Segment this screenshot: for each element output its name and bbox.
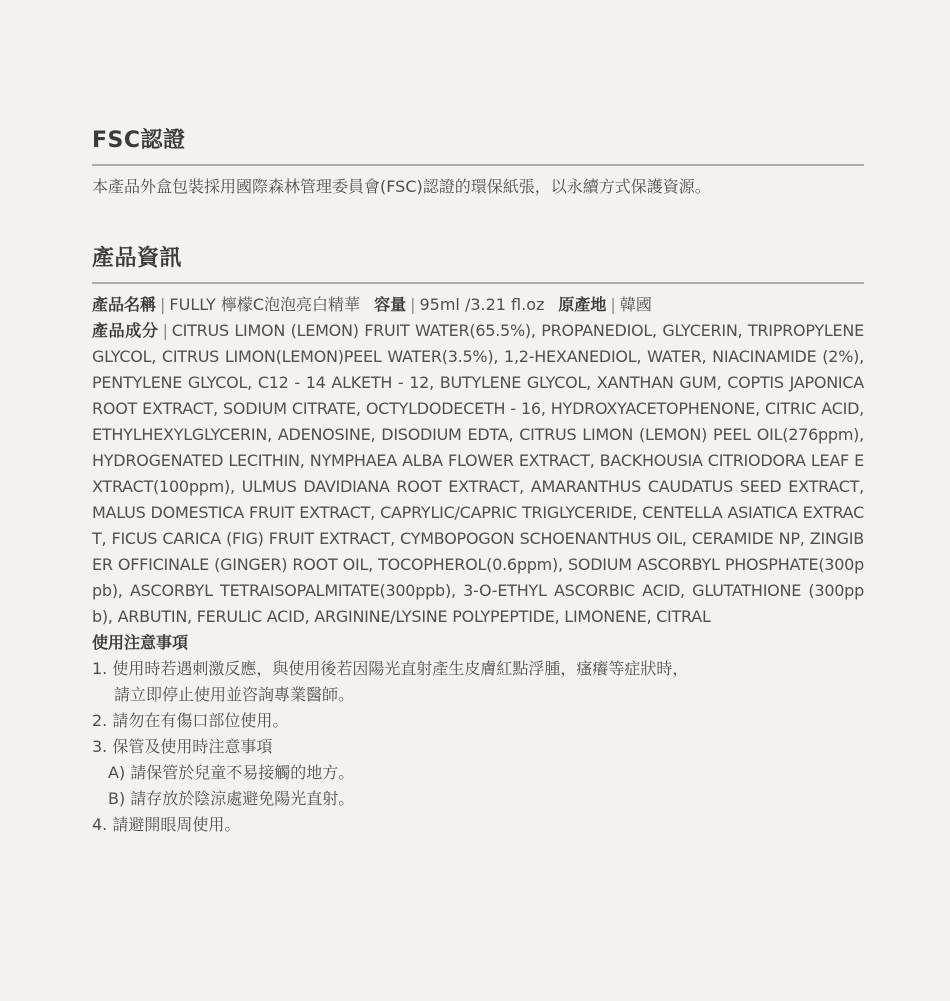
separator: | xyxy=(162,321,168,340)
ingredients-value: CITRUS LIMON (LEMON) FRUIT WATER(65.5%), PROPANEDIOL, GLYCERIN, TRIPROPYLENE GLYCOL, CITRUS LIMON(LEMON)PEEL WATER(3.5%), 1,2-HEXANEDIOL, WATER, NIACINAMIDE (2%), PENTYLENE GLYCOL, C12 - 14 ALKETH - 12, BUTYLENE GLYCOL, XANTHAN GUM, COPTIS JAPONICA ROOT EXTRACT, SODIUM CITRATE, OCTYLDODECETH - 16, HYDROXYACETOPHENONE, CITRIC ACID, ETHYLHEXYLGLYCERIN, ADENOSINE, DISODIUM EDTA, CITRUS LIMON (LEMON) PEEL OIL(276ppm), HYDROGENATED LECITHIN, NYMPHAEA ALBA FLOWER EXTRACT, BACKHOUSIA CITRIODORA LEAF EXTRACT(100ppm), ULMUS DAVIDIANA ROOT EXTRACT, AMARANTHUS CAUDATUS SEED EXTRACT, MALUS DOMESTICA FRUIT EXTRACT, CAPRYLIC/CAPRIC TRIGLYCERIDE, CENTELLA ASIATICA EXTRACT, FICUS CARICA (FIG) FRUIT EXTRACT, CYMBOPOGON SCHOENANTHUS OIL, CERAMIDE NP, ZINGIBER OFFICINALE (GINGER) ROOT OIL, TOCOPHEROL(0.6ppm), SODIUM ASCORBYL PHOSPHATE(300ppb), ASCORBYL TETRAISOPALMITATE(300ppb), 3-O-ETHYL ASCORBIC ACID, GLUTATHIONE (300ppb), ARBUTIN, FERULIC ACID, ARGININE/LYSINE POLYPEPTIDE, LIMONENE, CITRAL xyxy=(92,321,864,626)
ingredients-block xyxy=(92,318,864,630)
product-name-value: FULLY 檸檬C泡泡亮白精華 xyxy=(169,295,361,314)
volume-value: 95ml /3.21 fl.oz xyxy=(419,295,545,314)
product-info-body xyxy=(92,292,864,838)
caution-item-1: 1. 使用時若遇刺激反應，與使用後若因陽光直射產生皮膚紅點浮腫，瘙癢等症狀時， xyxy=(92,659,689,678)
ingredients-label: 產品成分 xyxy=(92,321,159,340)
caution-item-3: 3. 保管及使用時注意事項 xyxy=(92,737,273,756)
product-name-row xyxy=(92,292,864,318)
origin-value: 韓國 xyxy=(619,295,652,314)
separator: | xyxy=(610,295,616,314)
product-name-label: 產品名稱 xyxy=(92,295,157,314)
fsc-text: 本產品外盒包裝採用國際森林管理委員會(FSC)認證的環保紙張，以永續方式保護資源。 xyxy=(92,177,711,196)
product-info-divider xyxy=(92,282,864,284)
volume-label: 容量 xyxy=(374,295,407,314)
caution-item-4: 4. 請避開眼周使用。 xyxy=(92,815,241,834)
separator: | xyxy=(160,295,166,314)
fsc-title: FSC認證 xyxy=(92,128,186,153)
caution-item-2: 2. 請勿在有傷口部位使用。 xyxy=(92,711,289,730)
product-info-section xyxy=(92,244,864,838)
origin-label: 原產地 xyxy=(558,295,607,314)
caution-item-1-cont: 請立即停止使用並咨詢專業醫師。 xyxy=(114,685,355,704)
product-info-title: 產品資訊 xyxy=(92,246,183,271)
separator: | xyxy=(410,295,416,314)
caution-item-3a: A) 請保管於兒童不易接觸的地方。 xyxy=(108,763,355,782)
caution-item-3b: B) 請存放於陰涼處避免陽光直射。 xyxy=(108,789,355,808)
fsc-section xyxy=(92,126,864,200)
fsc-divider xyxy=(92,164,864,166)
caution-title: 使用注意事項 xyxy=(92,633,189,652)
